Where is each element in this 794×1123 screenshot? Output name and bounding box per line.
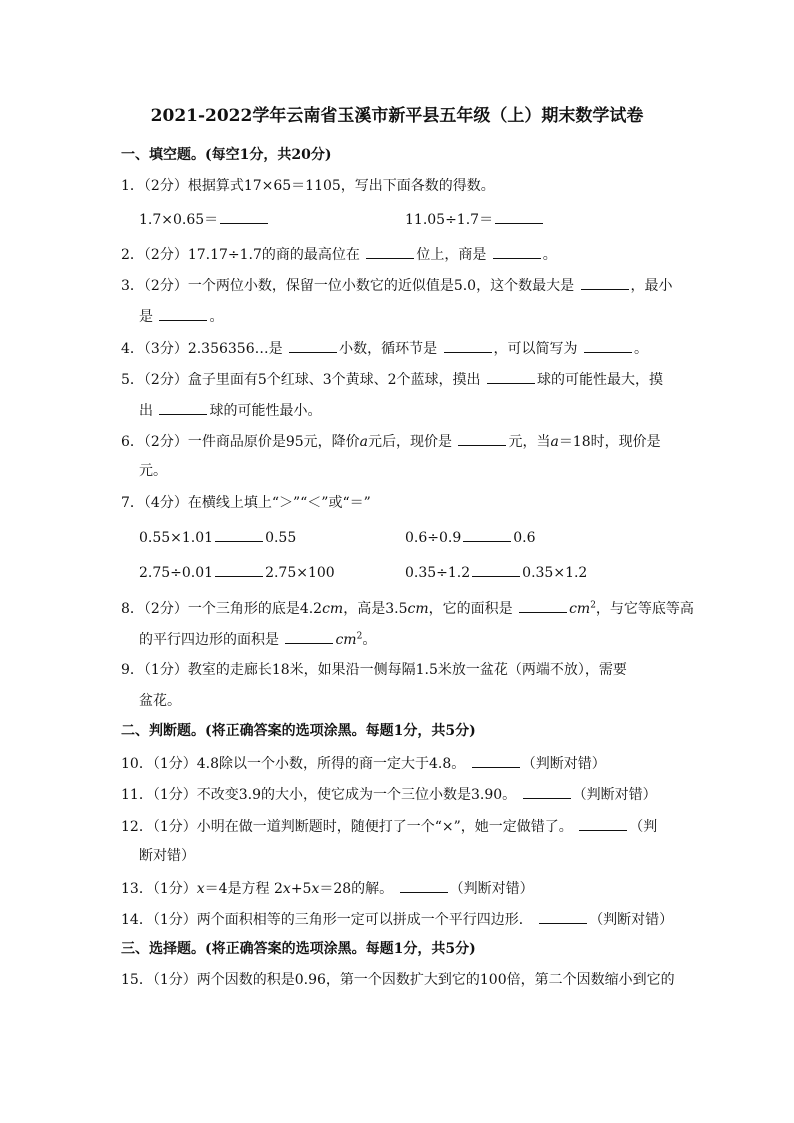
question-6 [121,430,661,452]
question-13 [121,877,534,899]
question-7-text: 2.75÷0.01 [139,565,214,581]
question-11-text: 11．（1分）不改变3.9的大小，使它成为一个三位小数是3.90。 [121,787,517,803]
question-4-text: 小数，循环节是 [339,341,438,357]
superscript: 2 [356,631,363,642]
question-15-text: 15．（1分）两个因数的积是0.96，第一个因数扩大到它的100倍，第二个因数缩小到它的 [121,972,675,988]
variable-a: a [359,434,368,450]
answer-blank[interactable] [366,243,414,259]
answer-blank[interactable] [159,305,207,321]
question-8-text: 8．（2分）一个三角形的底是4.2 [121,601,323,617]
question-6-text: 元，当 [508,434,551,450]
question-6-text: 元后，现价是 [368,434,452,450]
question-12-text: 断对错） [139,848,195,864]
question-14 [121,908,673,930]
unit-cm: cm [322,601,344,617]
question-7-text: 0.55×1.01 [139,530,214,546]
question-1-a-text: 1.7×0.65＝ [139,212,219,228]
question-5-line-2 [139,399,321,421]
question-3-text: 是 [139,309,153,325]
question-5-text: 出 [139,403,153,419]
question-12-text: 12．（1分）小明在做一道判断题时，随便打了一个“×”，她一定做错了。 [121,819,573,835]
unit-cm: cm [407,601,429,617]
question-9-text: 盆花。 [139,693,181,709]
question-8-text: 的平行四边形的面积是 [139,632,279,648]
question-8 [121,597,694,619]
answer-blank[interactable] [487,368,535,384]
answer-blank[interactable] [215,561,263,577]
question-1-b-text: 11.05÷1.7＝ [405,212,494,228]
unit-cm: cm [335,632,357,648]
answer-blank[interactable] [159,399,207,415]
question-13-text: ＝28的解。 [319,881,394,897]
question-14-text: （判断对错） [589,912,674,928]
answer-blank[interactable] [581,274,629,290]
question-12-line-2 [139,846,195,866]
question-7-text: 0.55 [265,530,297,546]
question-7-text: 0.6 [513,530,536,546]
question-9-text: 9．（1分）教室的走廊长18米，如果沿一侧每隔1.5米放一盆花（两端不放），需要 [121,662,627,678]
answer-blank[interactable] [444,337,492,353]
variable-x: x [311,881,320,897]
page-title: 2021-2022学年云南省玉溪市新平县五年级（上）期末数学试卷 [150,106,644,126]
question-13-text: 13．（1分） [121,881,197,897]
question-9-line-2 [139,691,181,711]
question-7-item-c [139,561,335,583]
answer-blank[interactable] [493,243,541,259]
question-1 [121,176,495,196]
question-7-item-d [405,561,587,583]
answer-blank[interactable] [495,208,543,224]
question-1-stem: 1．（2分）根据算式17×65＝1105，写出下面各数的得数。 [121,178,495,194]
question-12-text: （判 [629,819,658,835]
question-10 [121,752,606,774]
question-7-item-b [405,526,536,548]
answer-blank[interactable] [472,752,520,768]
question-7 [121,493,371,513]
question-4-text: ，可以简写为 [493,341,578,357]
answer-blank[interactable] [472,561,520,577]
question-5 [121,368,663,390]
question-6-text: 6．（2分）一件商品原价是95元，降价 [121,434,360,450]
question-11-text: （判断对错） [572,787,657,803]
question-1-part-b [405,208,545,230]
answer-blank[interactable] [289,337,337,353]
variable-a: a [550,434,559,450]
answer-blank[interactable] [285,628,333,644]
question-6-text: 元。 [139,463,167,479]
question-2-text: 位上，商是 [416,247,487,263]
answer-blank[interactable] [458,430,506,446]
question-6-line-2 [139,461,167,481]
answer-blank[interactable] [400,877,448,893]
question-13-text: （判断对错） [449,881,534,897]
question-10-text: （判断对错） [521,756,606,772]
question-13-text: ＝4是方程 2 [204,881,283,897]
question-15 [121,970,675,990]
question-8-text: ，与它等底等高 [595,601,694,617]
unit-cm: cm [569,601,591,617]
question-5-text: 5．（2分）盒子里面有5个红球、3个黄球、2个蓝球，摸出 [121,372,481,388]
superscript: 2 [590,600,596,611]
question-2 [121,243,557,265]
section-heading-multiple-choice: 三、选择题。(将正确答案的选项涂黑。每题1分，共5分) [121,941,476,957]
question-11 [121,783,657,805]
answer-blank[interactable] [579,815,627,831]
question-2-text: 2．（2分）17.17÷1.7的商的最高位在 [121,247,360,263]
variable-x: x [282,881,291,897]
question-8-line-2 [139,628,376,650]
question-12 [121,815,657,837]
question-7-item-a [139,526,296,548]
variable-x: x [196,881,205,897]
question-10-text: 10．（1分）4.8除以一个小数，所得的商一定大于4.8。 [121,756,466,772]
question-7-stem: 7．（4分）在横线上填上“＞”“＜”或“＝” [121,495,371,511]
question-2-text: 。 [542,247,557,263]
answer-blank[interactable] [523,783,571,799]
question-14-text: 14．（1分）两个面积相等的三角形一定可以拼成一个平行四边形． [121,912,533,928]
question-4 [121,337,648,359]
answer-blank[interactable] [215,526,263,542]
question-8-text: ，高是3.5 [343,601,408,617]
question-1-part-a [139,208,270,230]
question-3-line-2 [139,305,223,327]
question-3-text: 。 [209,309,224,325]
answer-blank[interactable] [584,337,632,353]
section-heading-fill-in: 一、填空题。(每空1分，共20分) [121,147,332,163]
question-7-text: 0.35÷1.2 [405,565,471,581]
question-7-text: 0.6÷0.9 [405,530,462,546]
answer-blank[interactable] [220,208,268,224]
question-13-text: +5 [290,881,312,897]
section-heading-true-false: 二、判断题。(将正确答案的选项涂黑。每题1分，共5分) [121,723,476,739]
question-9 [121,660,627,680]
question-6-text: ＝18时，现价是 [558,434,661,450]
answer-blank[interactable] [519,597,567,613]
question-7-text: 2.75×100 [265,565,335,581]
question-8-text: ，它的面积是 [428,601,513,617]
question-3-text: ，最小 [630,278,673,294]
answer-blank[interactable] [463,526,511,542]
question-3-text: 3．（2分）一个两位小数，保留一位小数它的近似值是5.0，这个数最大是 [121,278,575,294]
question-7-text: 0.35×1.2 [522,565,588,581]
question-5-text: 球的可能性最大，摸 [537,372,663,388]
question-5-text: 球的可能性最小。 [209,403,322,419]
question-8-text: 。 [362,632,377,648]
question-4-text: 4．（3分）2.356356…是 [121,341,283,357]
answer-blank[interactable] [539,908,587,924]
question-3 [121,274,673,296]
question-4-text: 。 [633,341,648,357]
